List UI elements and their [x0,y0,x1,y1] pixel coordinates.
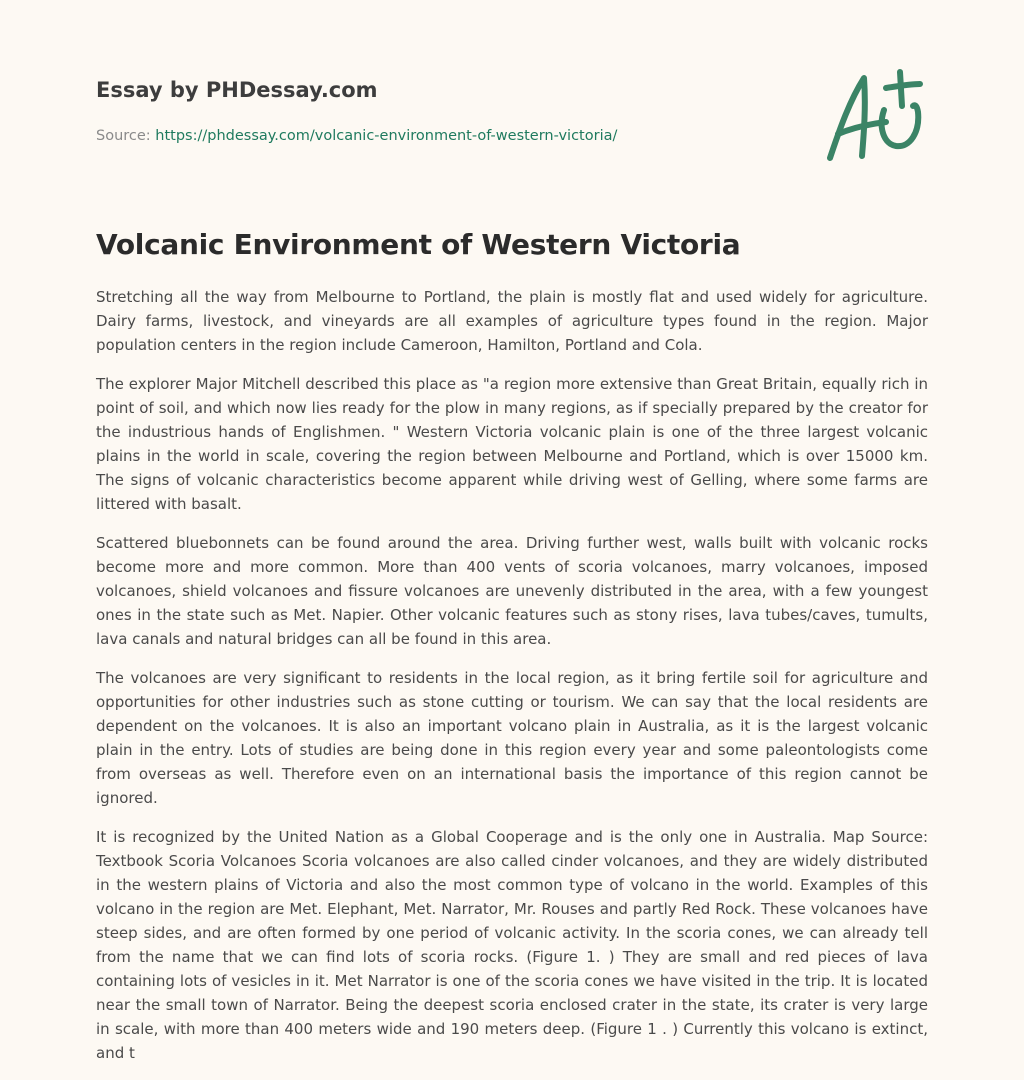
page-header [96,76,796,146]
essay-body [96,285,928,1080]
essay-title: Volcanic Environment of Western Victoria [96,228,741,261]
site-brand: Essay by PHDessay.com [96,78,378,102]
essay-paragraph: Stretching all the way from Melbourne to Portland, the plain is mostly flat and used widely for agriculture. Dairy farms, livestock, and vineyards are all examples of agriculture types found in the region. Major population centers in the region include Cameroon, Hamilton, Portland and Cola. [96,288,928,354]
essay-paragraph: The explorer Major Mitchell described this place as "a region more extensive than Great Britain, equally rich in point of soil, and which now lies ready for the plow in many regions, as if specially prepared by the creator for the industrious hands of Englishmen. " Western Victoria volcanic plain is one of the three largest volcanic plains in the world in scale, covering the region between Melbourne and Portland, which is over 15000 km. The signs of volcanic characteristics become apparent while driving west of Gelling, where some farms are littered with basalt. [96,375,928,513]
source-line [96,126,796,146]
essay-paragraph: The volcanoes are very significant to residents in the local region, as it bring fertile soil for agriculture and opportunities for other industries such as stone cutting or tourism. We can say that the local residents are dependent on the volcanoes. It is also an important volcano plain in Australia, as it is the largest volcanic plain in the entry. Lots of studies are being done in this region every year and some paleontologists come from overseas as well. Therefore even on an international basis the importance of this region cannot be ignored. [96,669,928,807]
a-plus-grade-icon [820,66,930,166]
source-link[interactable]: https://phdessay.com/volcanic-environment-of-western-victoria/ [155,128,618,144]
essay-paragraph: Scattered bluebonnets can be found around the area. Driving further west, walls built with volcanic rocks become more and more common. More than 400 vents of scoria volcanoes, marry volcanoes, imposed volcanoes, shield volcanoes and fissure volcanoes are unevenly distributed in the area, with a few youngest ones in the state such as Met. Napier. Other volcanic features such as stony rises, lava tubes/caves, tumults, lava canals and natural bridges can all be found in this area. [96,534,928,648]
essay-paragraph: It is recognized by the United Nation as a Global Cooperage and is the only one in Australia. Map Source: Textbook Scoria Volcanoes Scoria volcanoes are also called cinder volcanoes, and they are widely distributed in the western plains of Victoria and also the most common type of volcano in the world. Examples of this volcano in the region are Met. Elephant, Met. Narrator, Mr. Rouses and partly Red Rock. These volcanoes have steep sides, and are often formed by one period of volcanic activity. In the scoria cones, we can already tell from the name that we can find lots of scoria rocks. (Figure 1. ) They are small and red pieces of lava containing lots of vesicles in it. Met Narrator is one of the scoria cones we have visited in the trip. It is located near the small town of Narrator. Being the deepest scoria enclosed crater in the state, its crater is very large in scale, with more than 400 meters wide and 190 meters deep. (Figure 1 . ) Currently this volcano is extinct, and t [96,828,928,1062]
source-label: Source: [96,128,156,144]
